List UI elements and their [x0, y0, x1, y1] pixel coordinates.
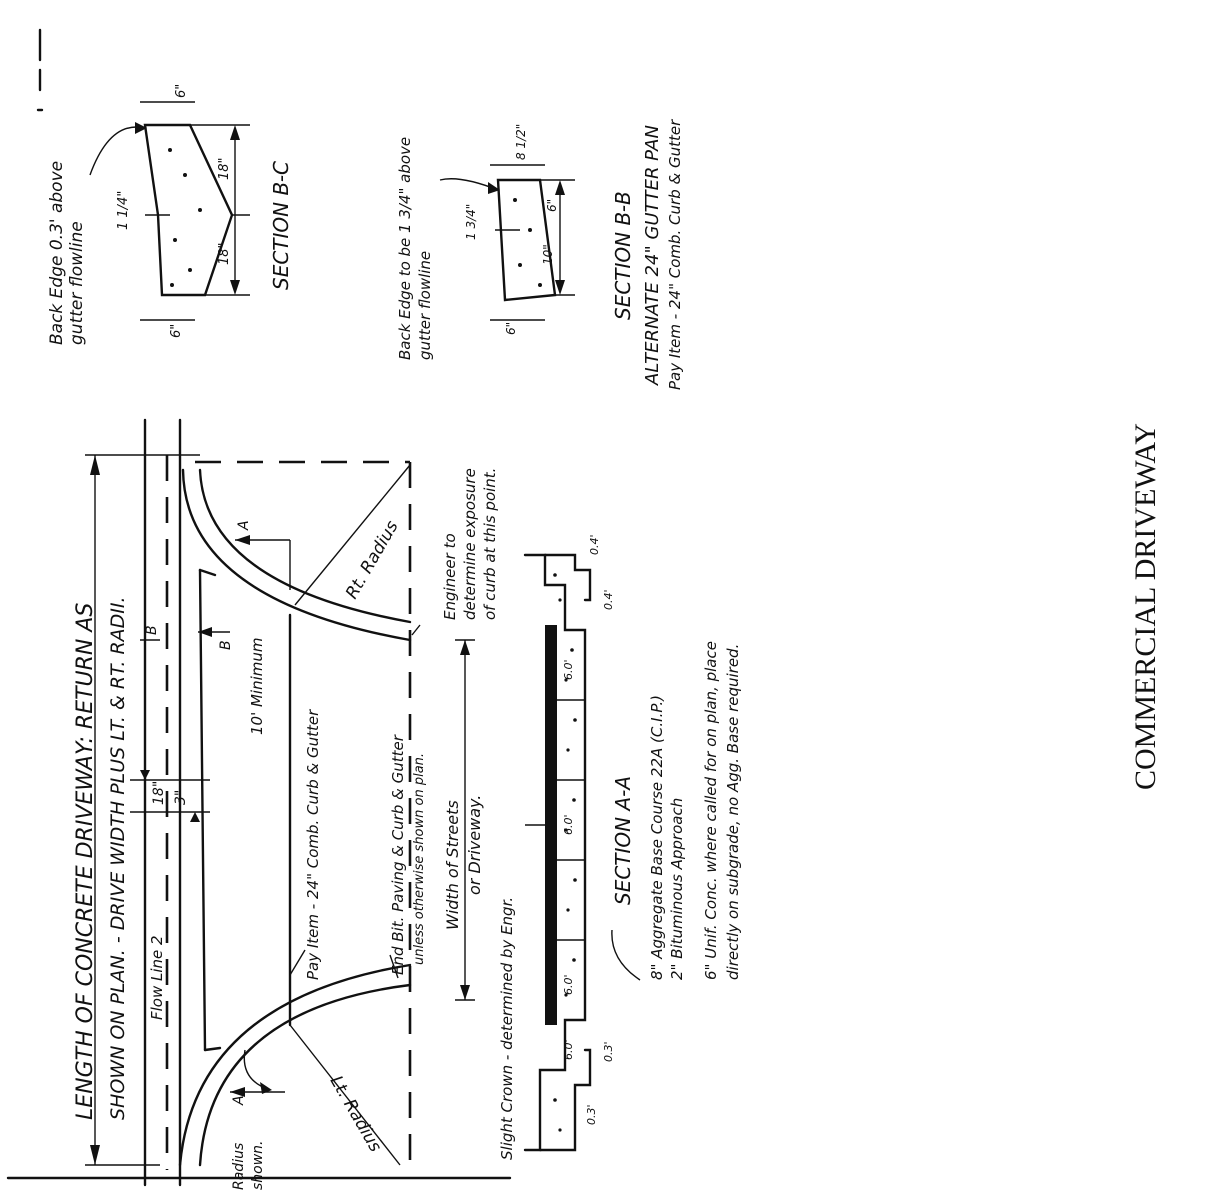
section-mark-a-top: A	[236, 520, 252, 530]
section-bb-labels	[396, 119, 684, 390]
section-mark-b-right: B	[218, 640, 234, 650]
bc-note-line1: Back Edge 0.3' above	[47, 160, 67, 345]
aa-slab-3: 6.0'	[562, 974, 575, 995]
ten-minimum-label: 10' Minimum	[248, 637, 266, 735]
drawing-title: COMMERCIAL DRIVEWAY	[1129, 423, 1162, 790]
radius-shown-line1: Radius	[231, 1142, 247, 1190]
end-bit-line1: End Bit. Paving & Curb & Gutter	[389, 735, 407, 975]
bc-dim-6-top: 6"	[174, 83, 189, 98]
section-bb-title: SECTION B-B	[611, 191, 635, 320]
bb-dim-10: 10"	[541, 244, 555, 265]
flow-line-label: Flow Line 2	[148, 935, 166, 1020]
section-aa-title: SECTION A-A	[611, 775, 635, 905]
bc-note-line2: gutter flowline	[67, 221, 87, 345]
length-note-line2: SHOWN ON PLAN. - DRIVE WIDTH PLUS LT. & RT. RADII.	[107, 596, 129, 1120]
radius-shown-line2: shown.	[250, 1140, 266, 1190]
aa-dim-1: 0.3'	[585, 1104, 598, 1125]
aa-dim-4: 0.4'	[602, 589, 615, 610]
length-note-line1: LENGTH OF CONCRETE DRIVEWAY: RETURN AS	[73, 602, 98, 1120]
lt-radius-label: Lt. Radius	[325, 1072, 386, 1156]
bc-dim-1-1-4: 1 1/4"	[116, 190, 131, 230]
section-mark-a-bottom: A	[231, 1095, 247, 1105]
conc-note-line2: directly on subgrade, no Agg. Base required.	[724, 643, 742, 980]
bc-dim-6-bottom: 6"	[169, 323, 184, 338]
engineer-note-line3: of curb at this point.	[481, 467, 499, 620]
section-mark-b-left: B	[144, 625, 160, 635]
aa-slab-4: 6.0'	[562, 1039, 575, 1060]
section-bb-subtitle: ALTERNATE 24" GUTTER PAN	[642, 125, 663, 385]
end-bit-line2: unless otherwise shown on plan.	[412, 752, 427, 965]
gutter-dim-3: 3"	[173, 789, 189, 805]
conc-note-line1: 6" Unif. Conc. where called for on plan, place	[702, 641, 720, 980]
bb-dim-1-3-4: 1 3/4"	[464, 203, 478, 240]
aa-dim-3: 0.4'	[588, 534, 601, 555]
pay-item-label: Pay Item - 24" Comb. Curb & Gutter	[304, 709, 322, 980]
width-label-line1: Width of Streets	[443, 800, 462, 930]
aa-slab-2: 6.0'	[562, 814, 575, 835]
bb-note-line2: gutter flowline	[416, 250, 434, 360]
bb-dim-8-1-2: 8 1/2"	[514, 123, 528, 160]
rt-radius-label: Rt. Radius	[342, 517, 403, 603]
aa-dim-2: 0.3'	[602, 1041, 615, 1062]
width-label-line2: or Driveway.	[465, 794, 484, 895]
bb-dim-6-top: 6"	[545, 198, 559, 212]
section-bc-title: SECTION B-C	[269, 160, 293, 290]
aa-slab-1: 6.0'	[562, 659, 575, 680]
bc-dim-18-b: 18"	[217, 242, 232, 265]
section-aa-labels	[498, 534, 742, 1160]
engineer-note-line1: Engineer to	[441, 533, 459, 620]
base-note-line2: 2" Bituminous Approach	[668, 797, 686, 980]
section-bb-drawing	[440, 165, 575, 320]
gutter-dim-18: 18"	[151, 780, 167, 805]
engineer-note-line2: determine exposure	[461, 468, 479, 620]
crown-note: Slight Crown - determined by Engr.	[498, 896, 516, 1160]
section-bb-pay-note: Pay Item - 24" Comb. Curb & Gutter	[666, 119, 684, 390]
bb-note-line1: Back Edge to be 1 3/4" above	[396, 136, 414, 360]
section-bc-drawing	[90, 102, 250, 320]
base-note-line1: 8" Aggregate Base Course 22A (C.I.P.)	[648, 695, 666, 980]
plan-labels	[73, 468, 499, 1190]
bc-dim-18-a: 18"	[217, 157, 232, 180]
bb-dim-6-bottom: 6"	[504, 321, 518, 335]
